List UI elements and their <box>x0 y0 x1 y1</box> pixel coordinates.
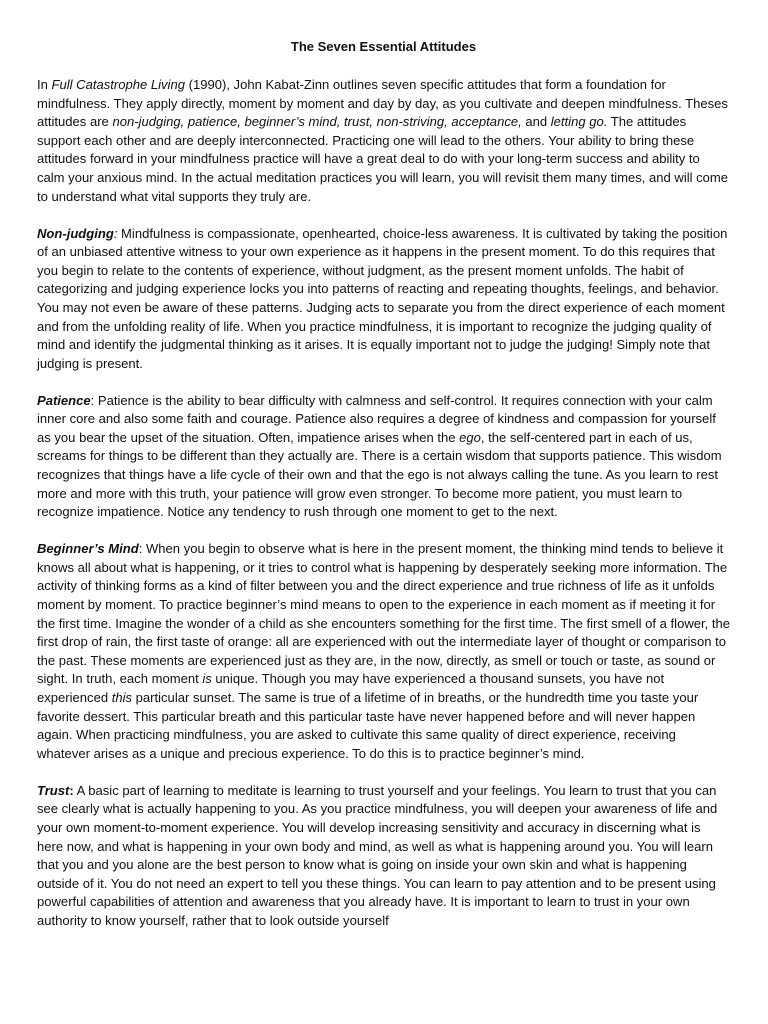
trust-colon: : <box>69 782 74 798</box>
document-title: The Seven Essential Attitudes <box>290 39 477 54</box>
beginners-mind-text-1: When you begin to observe what is here in the present moment, the thinking mind tends to believe it knows all about what is happening, or it tries to control what is happening by desperately seeking more information. The activity of thinking forms as a kind of filter between you and the direct experience and true richness of life as it unfolds moment by moment. To practice beginner’s mind means to open to the experience in each moment as if meeting it for the first time. Imagine the wonder of a child as she encounters something for the first time. The first smell of a flower, the first drop of rain, the first taste of orange: all are experienced with out the intermediate layer of thought or comparison to the past. These moments are experienced just as they are, in the now, directly, as smell or touch or taste, as sound or sight. In truth, each moment <box>37 541 731 687</box>
letting-go-text: letting go. <box>550 114 608 130</box>
non-judging-colon: : <box>113 225 118 241</box>
patience-heading: Patience <box>37 392 91 408</box>
beginners-mind-heading: Beginner’s Mind <box>37 541 139 557</box>
attitudes-list: non-judging, patience, beginner’s mind, trust, non-striving, acceptance, <box>112 114 522 130</box>
beginners-mind-text-3: particular sunset. The same is true of a lifetime of in breaths, or the hundredth time you taste your favorite dessert. This particular breath and this particular taste have never happened before and will never happen again. When practicing mindfulness, you are asked to cultivate this same quality of direct experience, receiving whatever arises as a unique and precious experience. To do this is to practice beginner’s mind. <box>37 689 699 761</box>
intro-text-2: (1990), John Kabat-Zinn outlines seven specific attitudes that form a foundation for mindfulness. They apply directly, moment by moment and day by day, as you cultivate and deepen mindfulness. Theses attitudes are <box>37 77 728 130</box>
beginners-mind-paragraph <box>37 540 730 763</box>
patience-text-2: , the self-centered part in each of us, screams for things to be different than they actually are. There is a certain wisdom that supports patience. This wisdom recognizes that things have a life cycle of their own and that the ego is not always calling the tune. As you learn to rest more and more with this truth, your patience will grow even stronger. To become more patient, you must learn to recognize impatience. Notice any tendency to rush through one moment to get to the next. <box>37 429 722 520</box>
patience-paragraph <box>37 392 730 522</box>
beginners-mind-colon: : <box>138 541 143 557</box>
non-judging-text: Mindfulness is compassionate, openhearted, choice-less awareness. It is cultivated by taking the position of an unbiased attentive witness to your own experience as it happens in the present moment. To do this requires that you begin to relate to the contents of experience, without judgment, as the present moment unfolds. The habit of categorizing and judging experience locks you into patterns of reacting and repeating thoughts, feelings, and behavior. You may not even be aware of these patterns. Judging acts to separate you from the direct experience of each moment and from the unfolding reality of life. When you practice mindfulness, it is important to recognize the judging quality of mind and identify the judgmental thinking as it arises. It is equally important not to judge the judging! Simply note that judging is present. <box>37 225 728 371</box>
intro-text-3: and <box>521 114 551 130</box>
this-word: this <box>111 689 133 705</box>
trust-text: A basic part of learning to meditate is learning to trust yourself and your feelings. You learn to trust that you can see clearly what is actually happening to you. As you practice mindfulness, you will deepen your awareness of life and your own moment-to-moment experience. You will develop increasing sensitivity and accuracy in discerning what is here now, and what is happening in your own body and mind, as well as what is happening around you. You will learn that you and you alone are the best person to know what is going on inside your own skin and what is happening outside of it. You do not need an expert to tell you these things. You can learn to pay attention and to be present using powerful capabilities of attention and awareness that you already have. It is important to learn to trust in your own authority to know yourself, rather that to look outside yourself <box>37 782 718 928</box>
is-word: is <box>202 671 212 687</box>
trust-paragraph <box>37 782 730 931</box>
intro-text-4: The attitudes support each other and are deeply interconnected. Practicing one will lead to the others. Your ability to bring these attitudes forward in your mindfulness practice will have a great deal to do with your long-term success and ability to calm your anxious mind. In the actual meditation practices you will learn, you will revisit them many times, and will come to understand what vital supports they truly are. <box>37 114 729 204</box>
intro-paragraph <box>37 76 730 206</box>
beginners-mind-text-2: unique. Though you may have experienced a thousand sunsets, you have not experienced <box>37 671 665 705</box>
patience-text-1: Patience is the ability to bear difficulty with calmness and self-control. It requires connection with your calm inner core and also some faith and courage. Patience also requires a degree of kindness and compassion for yourself as you bear the upset of the situation. Often, impatience arises when the <box>37 392 716 445</box>
book-title: Full Catastrophe Living <box>51 77 185 92</box>
non-judging-paragraph <box>37 225 730 374</box>
non-judging-heading: Non-judging <box>37 225 114 241</box>
ego-word: ego <box>459 429 481 445</box>
patience-colon: : <box>90 392 95 408</box>
intro-text-1: In <box>37 77 52 92</box>
trust-heading: Trust <box>37 782 70 798</box>
